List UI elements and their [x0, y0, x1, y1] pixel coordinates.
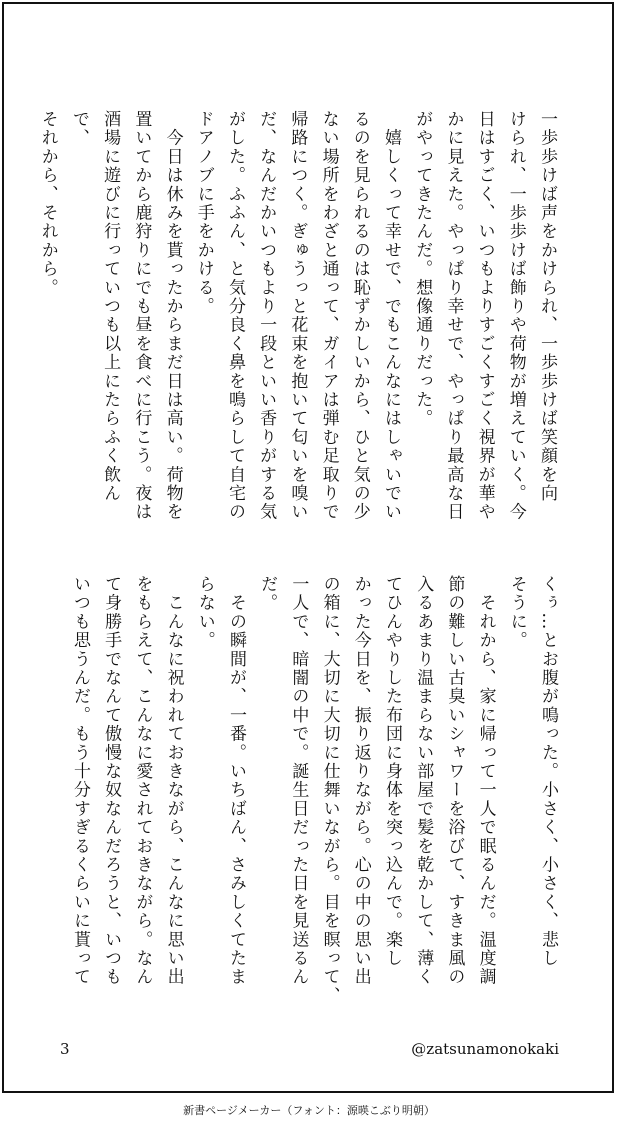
author-handle: @zatsunamonokaki	[411, 1040, 559, 1058]
page-number: 3	[60, 1040, 70, 1058]
story-text-lower: くぅ…とお腹が鳴った。小さく、小さく、悲し そうに。 それから、家に帰って一人で眠るんだ。温度調 節の難しい古臭いシャワーを浴びて、すきま風の 入るあまり温まらない部屋で髪を乾かして、薄く てひんやりした布団に身体を突っ込んで。楽し かった今日を、振り返りながら。心の中の思い出 の箱に、大切に大切に仕舞いながら。目を瞑って、 一人で、暗闇の中で。誕生日だった日を見送るん だ。 その瞬間が、一番。いちばん、さみしくてたま らない。 こんなに祝われておきながら、こんなに思い出 をもらえて、こんなに愛されておきながら。なん て身勝手でなんて傲慢な奴なんだろうと、いつも いつも思うんだ。もう十分すぎるくらいに貰って	[69, 575, 558, 1006]
book-page	[2, 2, 614, 1093]
story-text-upper: 一歩歩けば声をかけられ、一歩歩けば笑顔を向 けられ、一歩歩けば飾りや荷物が増えていく。今 日はすごく、いつもよりすごくすごく視界が華や かに見えた。やっぱり幸せで、やっぱり最高な日 がやってきたんだ。想像通りだった。 嬉しくって幸せで、でもこんなにはしゃいでい るのを見られるのは恥ずかしいから、ひと気の少 ない場所をわざと通って、ガイアは弾む足取りで 帰路につく。ぎゅうっと花束を抱いて匂いを嗅い だ、なんだかいつもより一段といい香りがする気 がした。ふふん、と気分良く鼻を鳴らして自宅の ドアノブに手をかける。 今日は休みを貰ったからまだ日は高い。荷物を 置いてから鹿狩りにでも昼を食べに行こう。夜は 酒場に遊びに行っていつも以上にたらふく飲んで、 それから、それから。	[37, 110, 557, 522]
footer-caption: 新書ページメーカー（フォント：源暎こぶり明朝）	[183, 1104, 435, 1117]
